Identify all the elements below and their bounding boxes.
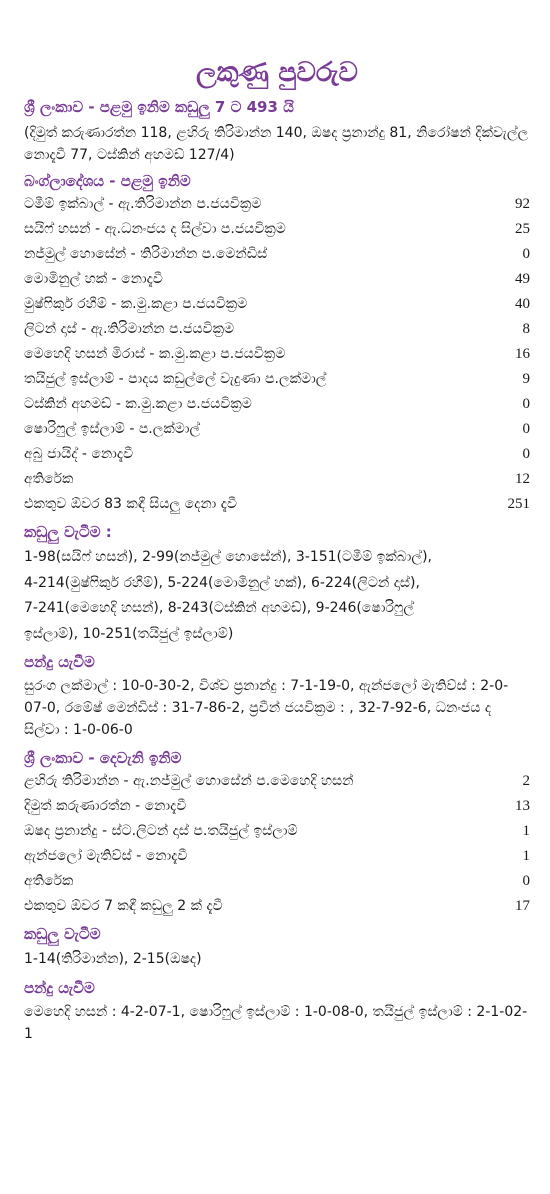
batting-row: [24, 367, 530, 392]
batter-dismissal: අතිරේක: [24, 873, 74, 889]
page-title: ලකුණු පුවරුව: [196, 57, 358, 88]
batting-row: [24, 467, 530, 492]
runs-value: 25: [515, 221, 530, 237]
batting-row: [24, 769, 530, 794]
batter-dismissal: ටස්කින් අහමඩ් - ක.මු.කළා ප.ජයවික්‍රම: [24, 396, 252, 412]
batter-dismissal: අතිරේක: [24, 471, 74, 487]
sl-second-bowling-figures: මෙහෙදි හසන් : 4-2-07-1, ෂොරිෆුල් ඉස්ලාම් : 1-0-08-0, තයිජුල් ඉස්ලාම් : 2-1-02-1: [24, 1003, 528, 1042]
runs-value: 13: [515, 798, 530, 814]
sl-second-fow-heading: කඩුලු වැටීම: [24, 925, 101, 943]
runs-value: 2: [522, 773, 530, 789]
batting-row: [24, 192, 530, 217]
batting-row: [24, 894, 530, 919]
ban-bowling-figures: සුරංග ලක්මාල් : 10-0-30-2, විශ්ව ප්‍රනාන්දු : 7-1-19-0, ඇන්ජලෝ මැතිව්ස් : 2-0-07-0, රමේෂ් මෙන්ඩිස් : 31-7-86-2, ප්‍රවීන් ජයවික්‍රම : , 32-7-92-6, ධනංජය ද සිල්වා : 1-0-06-0: [24, 678, 509, 738]
ban-batting-list: [24, 192, 530, 517]
runs-value: 0: [522, 396, 530, 412]
batting-row: [24, 492, 530, 517]
batting-row: [24, 819, 530, 844]
batting-row: [24, 844, 530, 869]
runs-value: 49: [515, 271, 530, 287]
ban-fow-list: [24, 545, 530, 647]
fow-line: 4-214(මුෂ්ෆිකුර් රහීම්), 5-224(මොමිනුල් හක්), 6-224(ලිටන් දාස්),: [24, 574, 420, 591]
batter-dismissal: සයිෆ් හසන් - ඇ.ධනංජය ද සිල්වා ප.ජයවික්‍රම: [24, 221, 286, 237]
batter-dismissal: ෂොරිෆුල් ඉස්ලාම් - ප.ලක්මාල්: [24, 421, 201, 437]
sl-second-innings-heading: ශ්‍රී ලංකාව - දෙවැනි ඉනිම: [24, 749, 182, 767]
batter-dismissal: මුෂ්ෆිකුර් රහීම් - ක.මු.කළා ප.ජයවික්‍රම: [24, 296, 248, 312]
batting-row: [24, 267, 530, 292]
batting-row: [24, 242, 530, 267]
runs-value: 1: [522, 848, 530, 864]
fow-line: 1-98(සයිෆ් හසන්), 2-99(නජ්මුල් හොසේන්), 3-151(ටමීම් ඉක්බාල්),: [24, 549, 433, 565]
batter-dismissal: ලිටන් දාස් - ඇ.තිරිමාන්න ප.ජයවික්‍රම: [24, 321, 235, 337]
batting-row: [24, 342, 530, 367]
batter-dismissal: අබු ජායිද් - නොදැවී: [24, 446, 134, 462]
runs-value: 0: [522, 873, 530, 889]
runs-value: 12: [515, 471, 530, 487]
batter-dismissal: එකතුව ඕවර 7 කඳී කඩුලු 2 ක් දැවී: [24, 898, 223, 914]
sl-first-innings-summary: (දිමුත් කරුණාරත්න 118, ළහිරු තිරිමාන්න 140, ඔෂද ප්‍රනාන්දු 81, නිරෝෂන් දික්වැල්ල නොදැවී 77, ටස්කින් අහමඩ් 127/4): [24, 125, 529, 163]
batting-row: [24, 392, 530, 417]
runs-value: 8: [522, 321, 530, 337]
sl-second-bowling-heading: පන්දු යැවීම: [24, 978, 95, 997]
ban-first-innings-heading: බංග්ලාදේශය - පළමු ඉනිම: [24, 172, 191, 190]
batter-dismissal: එකතුව ඕවර 83 කඳී සියලු දෙනා දැවී: [24, 496, 238, 512]
sl-second-batting-list: [24, 769, 530, 919]
sl-first-innings-heading: ශ්‍රී ලංකාව - පළමු ඉනිම කඩුලු 7 ට 493 යි: [24, 98, 294, 116]
batting-row: [24, 442, 530, 467]
batter-dismissal: ටමීම් ඉක්බාල් - ඇ.තිරිමාන්න ප.ජයවික්‍රම: [24, 196, 262, 212]
runs-value: 16: [515, 346, 530, 362]
runs-value: 1: [522, 823, 530, 839]
batting-row: [24, 317, 530, 342]
runs-value: 17: [515, 898, 530, 914]
batter-dismissal: මොමිනුල් හක් - නොදැවී: [24, 271, 163, 287]
runs-value: 92: [515, 196, 530, 212]
runs-value: 251: [507, 496, 530, 512]
batting-row: [24, 417, 530, 442]
sl-second-fow-list: [24, 947, 530, 973]
batter-dismissal: තයිජුල් ඉස්ලාම් - පාදය කඩුල්ලේ වැදුණා ප.ලක්මාල්: [24, 371, 327, 387]
batting-row: [24, 292, 530, 317]
fow-line: 1-14(තිරිමාන්න), 2-15(ඔෂද): [24, 951, 202, 967]
batter-dismissal: ළහිරු තිරිමාන්න - ඇ.නජ්මුල් හොසේන් ප.මෙහෙදි හසන්: [24, 773, 354, 789]
batter-dismissal: මෙහෙදි හසන් මිරාස් - ක.මු.කළා ප.ජයවික්‍රම: [24, 346, 286, 362]
runs-value: 40: [515, 296, 530, 312]
runs-value: 9: [522, 371, 530, 387]
runs-value: 0: [522, 246, 530, 262]
batter-dismissal: දිමුත් කරුණාරත්න - නොදැවී: [24, 798, 187, 814]
batting-row: [24, 217, 530, 242]
ban-bowling-heading: පන්දු යැවීම: [24, 653, 95, 671]
fow-line: ඉස්ලාම්), 10-251(තයිජුල් ඉස්ලාම්): [24, 625, 234, 642]
runs-value: 0: [522, 446, 530, 462]
ban-fow-heading: කඩුලු වැටීම :: [24, 523, 112, 541]
batter-dismissal: ඇන්ජලෝ මැතිව්ස් - නොදැවී: [24, 848, 188, 864]
batter-dismissal: නජ්මුල් හොසේන් - තිරිමාන්න ප.මෙන්ඩිස්: [24, 246, 268, 262]
batting-row: [24, 794, 530, 819]
batter-dismissal: ඔෂද ප්‍රනාන්දු - ස්ට.ලිටන් දාස් ප.තයිජුල් ඉස්ලාම්: [24, 823, 298, 839]
runs-value: 0: [522, 421, 530, 437]
batting-row: [24, 869, 530, 894]
fow-line: 7-241(මෙහෙදි හසන්), 8-243(ටස්කින් අහමඩ්), 9-246(ෂොරිෆුල්: [24, 600, 415, 616]
